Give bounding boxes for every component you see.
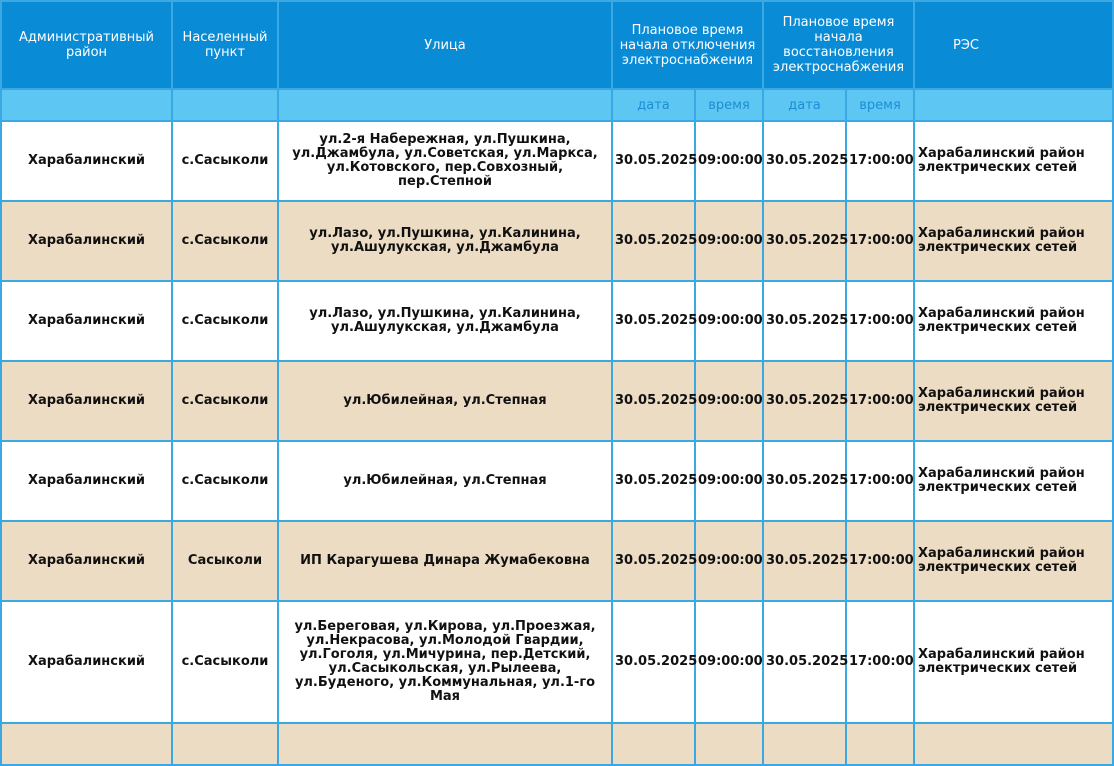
- cell-district: Харабалинский: [1, 121, 172, 201]
- header-planned-off: Плановое время начала отключения электроснабжения: [612, 1, 763, 89]
- cell-street: ул.Лазо, ул.Пушкина, ул.Калинина, ул.Ашулукская, ул.Джамбула: [278, 281, 612, 361]
- cell-date-on: [763, 723, 846, 765]
- cell-locality: с.Сасыколи: [172, 121, 278, 201]
- cell-date-off: 30.05.2025: [612, 121, 695, 201]
- cell-district: Харабалинский: [1, 281, 172, 361]
- cell-street: [278, 723, 612, 765]
- cell-date-on: 30.05.2025: [763, 121, 846, 201]
- cell-date-off: [612, 723, 695, 765]
- cell-locality: с.Сасыколи: [172, 281, 278, 361]
- cell-res: Харабалинский район электрических сетей: [914, 601, 1113, 723]
- table-row: [1, 121, 1113, 201]
- cell-time-on: 17:00:00: [846, 601, 914, 723]
- cell-district: Харабалинский: [1, 601, 172, 723]
- subheader-date-on: дата: [763, 89, 846, 121]
- cell-time-off: 09:00:00: [695, 361, 763, 441]
- cell-time-on: 17:00:00: [846, 201, 914, 281]
- cell-date-on: 30.05.2025: [763, 441, 846, 521]
- table-row: [1, 601, 1113, 723]
- subheader-row: [1, 89, 1113, 121]
- cell-date-on: 30.05.2025: [763, 361, 846, 441]
- cell-time-on: 17:00:00: [846, 441, 914, 521]
- cell-street: ул.Юбилейная, ул.Степная: [278, 361, 612, 441]
- cell-date-on: 30.05.2025: [763, 201, 846, 281]
- header-locality: Населенный пункт: [172, 1, 278, 89]
- cell-time-off: [695, 723, 763, 765]
- cell-res: Харабалинский район электрических сетей: [914, 201, 1113, 281]
- header-row: [1, 1, 1113, 89]
- table-row: [1, 361, 1113, 441]
- cell-date-off: 30.05.2025: [612, 521, 695, 601]
- cell-locality: с.Сасыколи: [172, 601, 278, 723]
- cell-locality: [172, 723, 278, 765]
- cell-locality: с.Сасыколи: [172, 441, 278, 521]
- cell-time-on: [846, 723, 914, 765]
- table-row: [1, 441, 1113, 521]
- cell-date-on: 30.05.2025: [763, 601, 846, 723]
- cell-date-on: 30.05.2025: [763, 521, 846, 601]
- cell-district: Харабалинский: [1, 201, 172, 281]
- subheader-time-off: время: [695, 89, 763, 121]
- cell-res: Харабалинский район электрических сетей: [914, 121, 1113, 201]
- header-district: Административный район: [1, 1, 172, 89]
- header-res: РЭС: [914, 1, 1113, 89]
- subheader-empty: [1, 89, 172, 121]
- cell-res: Харабалинский район электрических сетей: [914, 521, 1113, 601]
- subheader-empty: [172, 89, 278, 121]
- cell-locality: с.Сасыколи: [172, 201, 278, 281]
- cell-res: Харабалинский район электрических сетей: [914, 281, 1113, 361]
- cell-time-off: 09:00:00: [695, 441, 763, 521]
- table-row: [1, 723, 1113, 765]
- subheader-date-off: дата: [612, 89, 695, 121]
- table-row: [1, 201, 1113, 281]
- cell-date-off: 30.05.2025: [612, 361, 695, 441]
- cell-street: ул.Лазо, ул.Пушкина, ул.Калинина, ул.Ашулукская, ул.Джамбула: [278, 201, 612, 281]
- cell-time-off: 09:00:00: [695, 121, 763, 201]
- cell-date-on: 30.05.2025: [763, 281, 846, 361]
- cell-date-off: 30.05.2025: [612, 281, 695, 361]
- cell-res: Харабалинский район электрических сетей: [914, 361, 1113, 441]
- cell-street: ул.Береговая, ул.Кирова, ул.Проезжая, ул.Некрасова, ул.Молодой Гвардии, ул.Гоголя, ул.Мичурина, пер.Детский, ул.Сасыкольская, ул.Рылеева, ул.Буденого, ул.Коммунальная, ул.1-го Мая: [278, 601, 612, 723]
- cell-street: ул.2-я Набережная, ул.Пушкина, ул.Джамбула, ул.Советская, ул.Маркса, ул.Котовского, пер.Совхозный, пер.Степной: [278, 121, 612, 201]
- cell-time-off: 09:00:00: [695, 521, 763, 601]
- cell-district: Харабалинский: [1, 521, 172, 601]
- table-row: [1, 281, 1113, 361]
- subheader-empty: [914, 89, 1113, 121]
- cell-street: ИП Карагушева Динара Жумабековна: [278, 521, 612, 601]
- header-street: Улица: [278, 1, 612, 89]
- cell-time-on: 17:00:00: [846, 121, 914, 201]
- cell-district: [1, 723, 172, 765]
- cell-district: Харабалинский: [1, 361, 172, 441]
- cell-time-on: 17:00:00: [846, 281, 914, 361]
- cell-time-on: 17:00:00: [846, 521, 914, 601]
- cell-time-off: 09:00:00: [695, 601, 763, 723]
- cell-res: [914, 723, 1113, 765]
- cell-time-off: 09:00:00: [695, 281, 763, 361]
- subheader-time-on: время: [846, 89, 914, 121]
- table-row: [1, 521, 1113, 601]
- cell-date-off: 30.05.2025: [612, 601, 695, 723]
- cell-locality: с.Сасыколи: [172, 361, 278, 441]
- cell-date-off: 30.05.2025: [612, 201, 695, 281]
- cell-time-on: 17:00:00: [846, 361, 914, 441]
- cell-time-off: 09:00:00: [695, 201, 763, 281]
- subheader-empty: [278, 89, 612, 121]
- cell-res: Харабалинский район электрических сетей: [914, 441, 1113, 521]
- cell-street: ул.Юбилейная, ул.Степная: [278, 441, 612, 521]
- header-planned-on: Плановое время начала восстановления электроснабжения: [763, 1, 914, 89]
- cell-locality: Сасыколи: [172, 521, 278, 601]
- cell-date-off: 30.05.2025: [612, 441, 695, 521]
- cell-district: Харабалинский: [1, 441, 172, 521]
